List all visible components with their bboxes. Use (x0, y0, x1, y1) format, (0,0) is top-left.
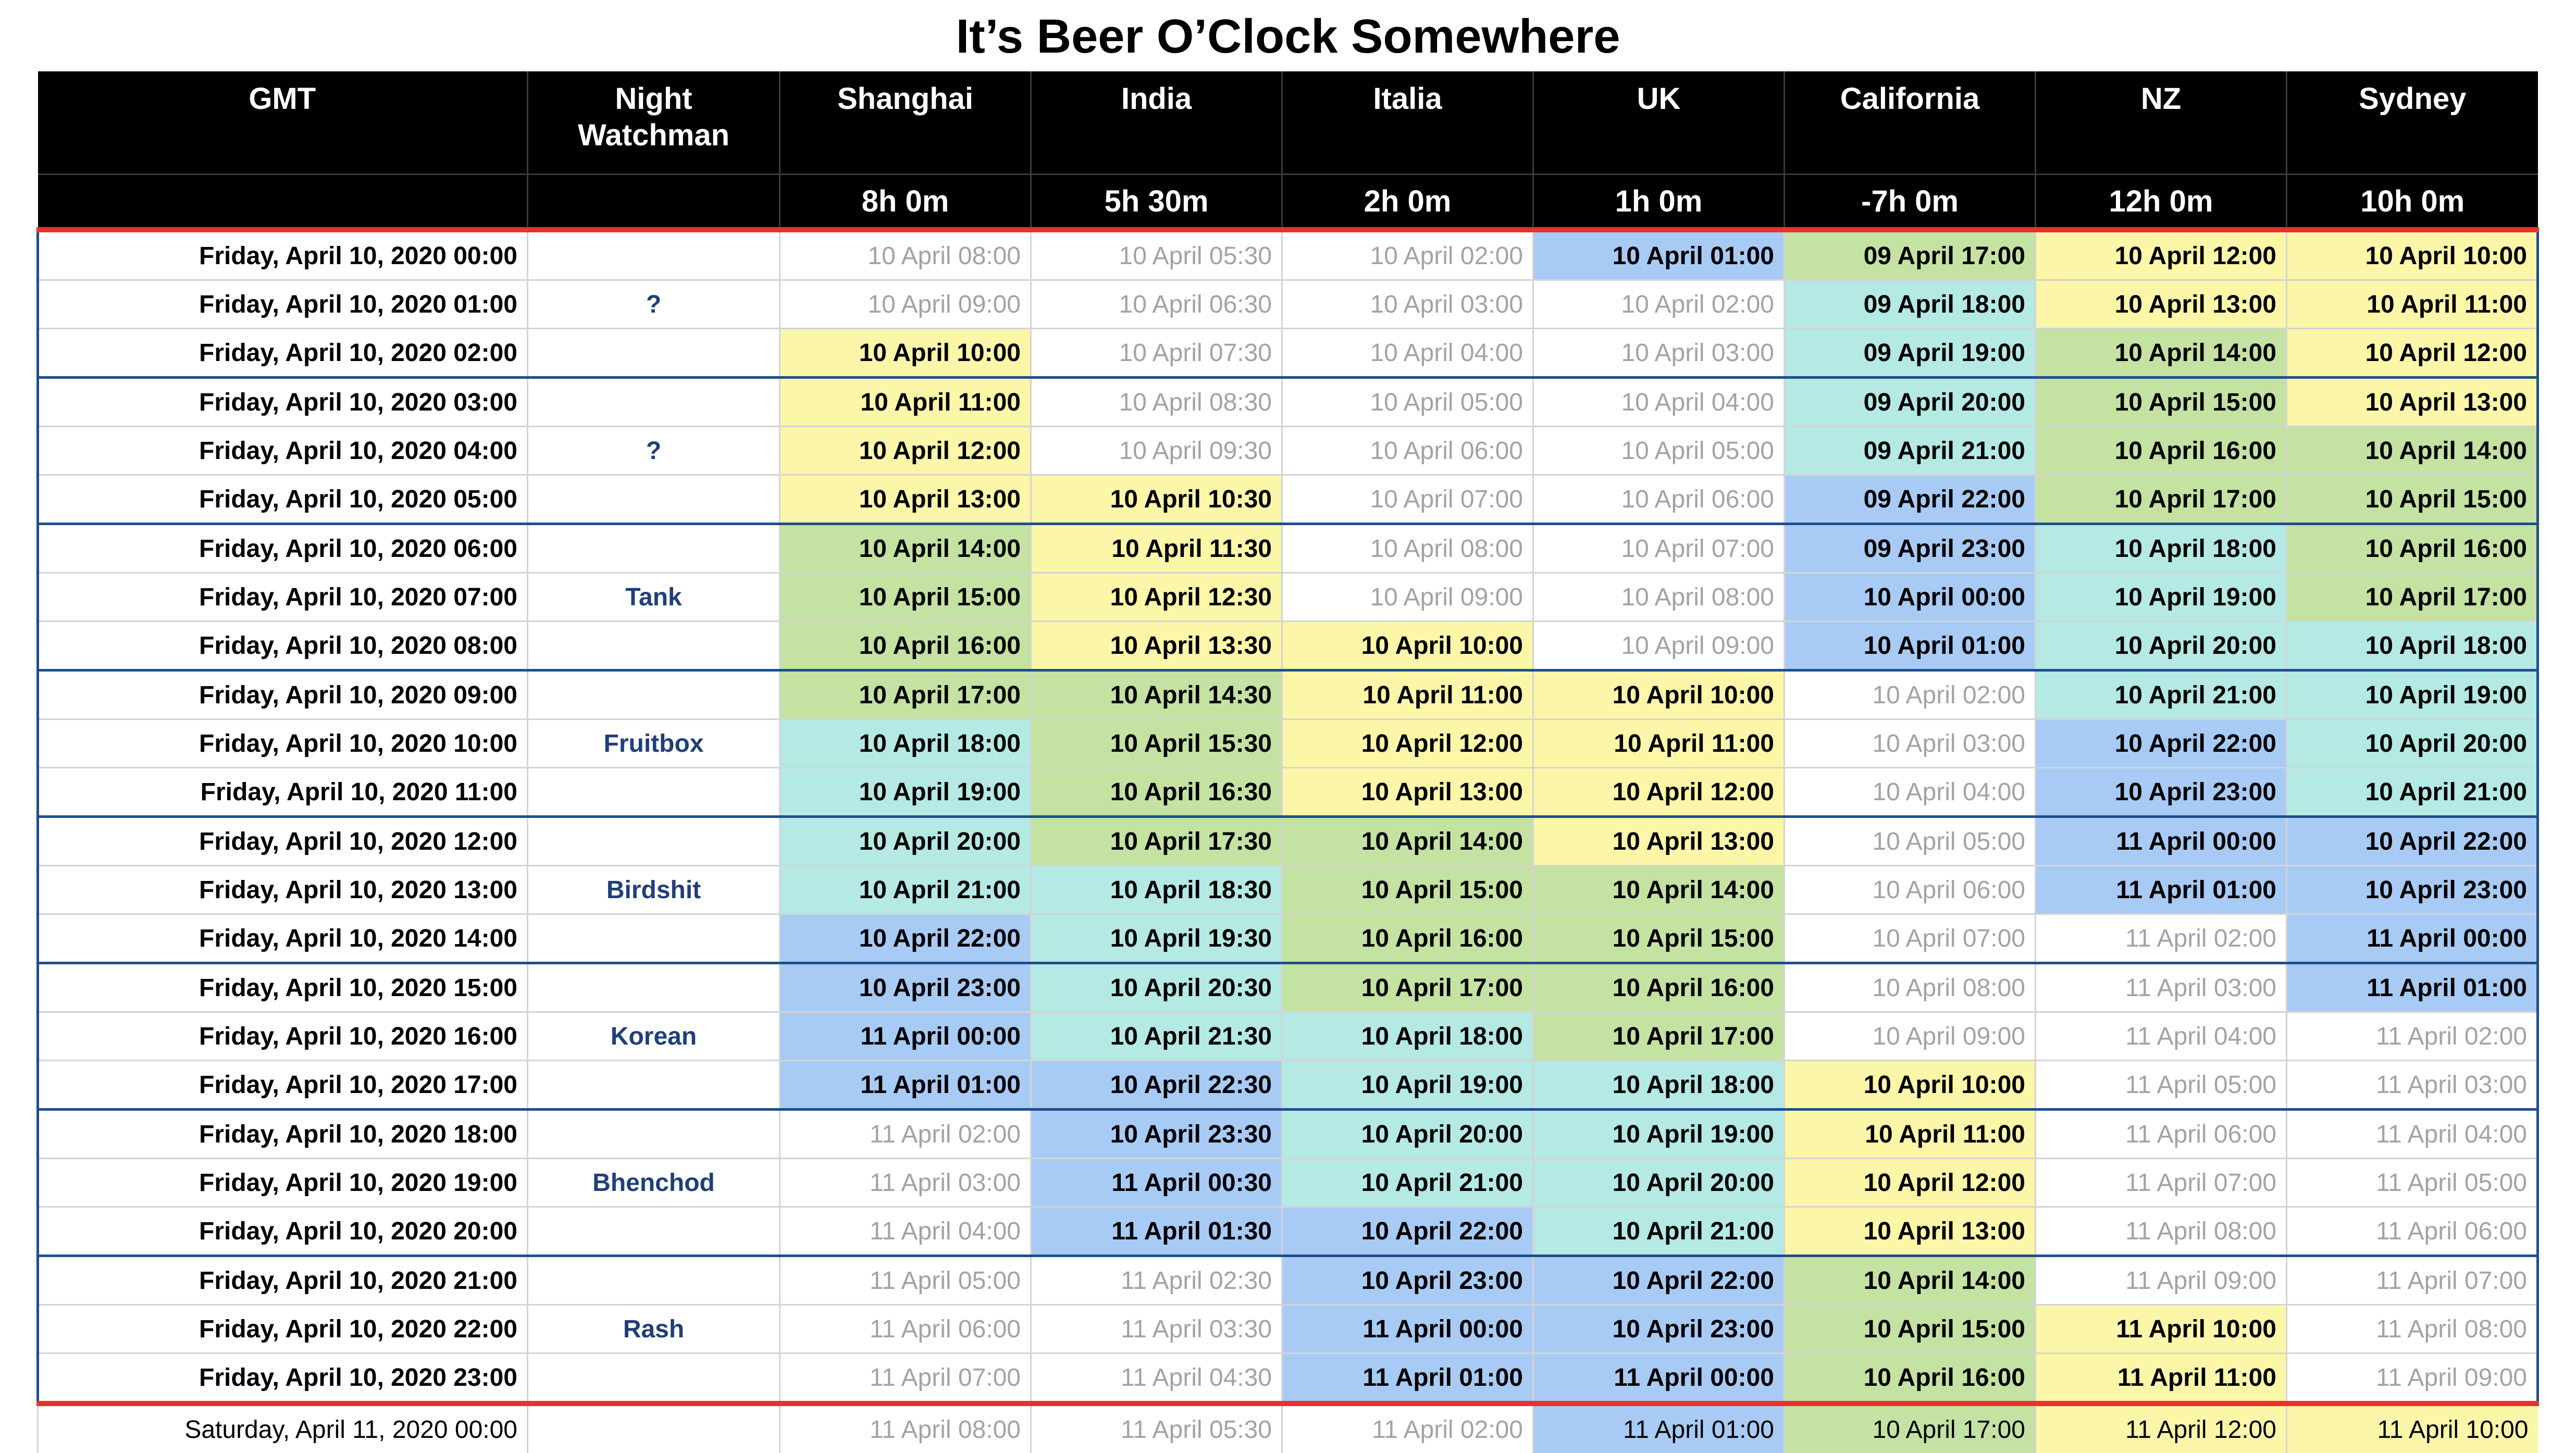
header-night-watchman (528, 71, 780, 175)
time-cell[interactable]: 10 April 21:30 (1031, 1012, 1282, 1061)
time-cell[interactable]: 10 April 04:00 (1785, 768, 2036, 817)
time-cell[interactable]: 10 April 14:00 (2287, 427, 2538, 475)
footer-row (38, 1404, 2538, 1453)
time-cell[interactable]: 10 April 13:00 (780, 475, 1031, 524)
time-cell[interactable]: 10 April 11:00 (780, 378, 1031, 427)
time-cell[interactable]: 10 April 16:30 (1031, 768, 1282, 817)
time-cell[interactable]: 11 April 00:00 (1533, 1353, 1785, 1404)
watchman-cell[interactable] (528, 1061, 780, 1110)
header-city: NZ (2036, 71, 2287, 175)
time-cell[interactable]: 11 April 09:00 (2287, 1353, 2538, 1404)
time-cell[interactable]: 11 April 02:00 (2287, 1012, 2538, 1061)
watchman-cell[interactable] (528, 1353, 780, 1404)
time-cell[interactable]: 11 April 02:00 (2036, 914, 2287, 963)
time-cell[interactable]: 10 April 09:00 (1785, 1012, 2036, 1061)
watchman-cell[interactable] (528, 1207, 780, 1256)
gmt-cell[interactable]: Saturday, April 11, 2020 00:00 (38, 1404, 528, 1453)
time-cell[interactable]: 10 April 21:00 (780, 866, 1031, 914)
time-cell[interactable]: 10 April 14:00 (2036, 329, 2287, 378)
header-city: Sydney (2287, 71, 2538, 175)
time-cell[interactable]: 10 April 12:00 (2287, 329, 2538, 378)
gmt-cell[interactable]: Friday, April 10, 2020 17:00 (38, 1061, 528, 1110)
table-row (38, 1207, 2538, 1256)
watchman-cell[interactable] (528, 230, 780, 280)
table-row (38, 378, 2538, 427)
time-cell[interactable]: 10 April 09:00 (1282, 573, 1533, 622)
time-cell[interactable]: 10 April 18:00 (780, 719, 1031, 768)
time-cell[interactable]: 10 April 07:30 (1031, 329, 1282, 378)
time-cell[interactable]: 10 April 13:00 (2036, 280, 2287, 329)
gmt-cell[interactable]: Friday, April 10, 2020 19:00 (38, 1159, 528, 1207)
time-cell[interactable]: 11 April 06:00 (2036, 1110, 2287, 1159)
time-cell[interactable]: 09 April 17:00 (1785, 230, 2036, 280)
table-row (38, 329, 2538, 378)
header-offset-empty (38, 175, 528, 230)
time-cell[interactable]: 10 April 13:00 (1282, 768, 1533, 817)
time-cell[interactable]: 10 April 19:00 (2036, 573, 2287, 622)
time-cell[interactable]: 10 April 11:00 (1785, 1110, 2036, 1159)
time-cell[interactable]: 11 April 08:00 (2287, 1305, 2538, 1353)
time-cell[interactable]: 10 April 03:00 (1533, 329, 1785, 378)
time-cell[interactable]: 11 April 05:00 (2287, 1159, 2538, 1207)
table-row (38, 768, 2538, 817)
watchman-cell[interactable] (528, 963, 780, 1012)
table-row (38, 963, 2538, 1012)
gmt-cell[interactable]: Friday, April 10, 2020 13:00 (38, 866, 528, 914)
time-cell[interactable]: 09 April 19:00 (1785, 329, 2036, 378)
gmt-cell[interactable]: Friday, April 10, 2020 05:00 (38, 475, 528, 524)
gmt-cell[interactable]: Friday, April 10, 2020 11:00 (38, 768, 528, 817)
time-cell[interactable]: 11 April 01:00 (780, 1061, 1031, 1110)
time-cell[interactable]: 10 April 14:00 (1785, 1256, 2036, 1305)
time-cell[interactable]: 10 April 20:00 (1282, 1110, 1533, 1159)
watchman-cell[interactable] (528, 670, 780, 719)
time-cell[interactable]: 10 April 12:00 (1785, 1159, 2036, 1207)
gmt-cell[interactable]: Friday, April 10, 2020 23:00 (38, 1353, 528, 1404)
time-cell[interactable]: 10 April 10:00 (1282, 622, 1533, 670)
time-cell[interactable]: 10 April 05:00 (1785, 817, 2036, 866)
time-cell[interactable]: 11 April 01:00 (2036, 866, 2287, 914)
time-cell[interactable]: 10 April 21:00 (1282, 1159, 1533, 1207)
time-cell[interactable]: 10 April 15:00 (1785, 1305, 2036, 1353)
time-cell[interactable]: 10 April 02:00 (1785, 670, 2036, 719)
time-cell[interactable]: 10 April 15:00 (780, 573, 1031, 622)
time-cell[interactable]: 10 April 08:00 (1785, 963, 2036, 1012)
time-cell[interactable]: 10 April 13:00 (1533, 817, 1785, 866)
time-cell[interactable]: 11 April 03:00 (2036, 963, 2287, 1012)
table-row (38, 427, 2538, 475)
gmt-cell[interactable]: Friday, April 10, 2020 21:00 (38, 1256, 528, 1305)
time-cell[interactable]: 10 April 14:00 (1533, 866, 1785, 914)
time-cell[interactable]: 09 April 21:00 (1785, 427, 2036, 475)
time-cell[interactable]: 10 April 12:00 (1282, 719, 1533, 768)
time-cell[interactable]: 11 April 10:00 (2036, 1305, 2287, 1353)
time-cell[interactable]: 10 April 13:30 (1031, 622, 1282, 670)
time-cell[interactable]: 11 April 01:00 (2287, 963, 2538, 1012)
time-cell[interactable]: 10 April 10:00 (2287, 230, 2538, 280)
watchman-cell[interactable]: Birdshit (528, 866, 780, 914)
time-cell[interactable]: 10 April 10:00 (1785, 1061, 2036, 1110)
header-offset: -7h 0m (1785, 175, 2036, 230)
time-cell[interactable]: 10 April 06:00 (1785, 866, 2036, 914)
header-night-watchman-line: Night (615, 82, 692, 116)
time-cell[interactable]: 11 April 12:00 (2036, 1404, 2287, 1453)
time-cell[interactable]: 11 April 08:00 (780, 1404, 1031, 1453)
time-cell[interactable]: 11 April 03:00 (780, 1159, 1031, 1207)
time-cell[interactable]: 10 April 13:00 (1785, 1207, 2036, 1256)
time-cell[interactable]: 11 April 02:00 (780, 1110, 1031, 1159)
time-cell[interactable]: 10 April 23:00 (2287, 866, 2538, 914)
time-cell[interactable]: 11 April 00:00 (780, 1012, 1031, 1061)
time-cell[interactable]: 10 April 21:00 (2287, 768, 2538, 817)
header-city: Shanghai (780, 71, 1031, 175)
time-cell[interactable]: 11 April 04:00 (780, 1207, 1031, 1256)
time-cell[interactable]: 10 April 18:00 (2287, 622, 2538, 670)
time-cell[interactable]: 10 April 01:00 (1785, 622, 2036, 670)
watchman-cell[interactable] (528, 524, 780, 573)
time-cell[interactable]: 10 April 16:00 (2036, 427, 2287, 475)
time-cell[interactable]: 11 April 02:30 (1031, 1256, 1282, 1305)
time-cell[interactable]: 10 April 11:30 (1031, 524, 1282, 573)
time-cell[interactable]: 10 April 16:00 (1785, 1353, 2036, 1404)
time-cell[interactable]: 10 April 17:00 (1533, 1012, 1785, 1061)
gmt-cell[interactable]: Friday, April 10, 2020 02:00 (38, 329, 528, 378)
gmt-cell[interactable]: Friday, April 10, 2020 14:00 (38, 914, 528, 963)
time-cell[interactable]: 10 April 03:00 (1282, 280, 1533, 329)
time-cell[interactable]: 10 April 18:00 (1282, 1012, 1533, 1061)
time-cell[interactable]: 11 April 05:00 (2036, 1061, 2287, 1110)
watchman-cell[interactable]: Fruitbox (528, 719, 780, 768)
watchman-cell[interactable]: Korean (528, 1012, 780, 1061)
time-cell[interactable]: 11 April 00:00 (2287, 914, 2538, 963)
header-offset: 8h 0m (780, 175, 1031, 230)
time-cell[interactable]: 10 April 13:00 (2287, 378, 2538, 427)
header-night-watchman-line: Watchman (577, 118, 730, 152)
time-cell[interactable]: 10 April 22:00 (1533, 1256, 1785, 1305)
time-cell[interactable]: 10 April 12:00 (2036, 230, 2287, 280)
table-row (38, 475, 2538, 524)
header-offset: 10h 0m (2287, 175, 2538, 230)
time-cell[interactable]: 10 April 19:00 (1282, 1061, 1533, 1110)
time-cell[interactable]: 10 April 22:00 (2287, 817, 2538, 866)
table-row (38, 719, 2538, 768)
header-city: UK (1533, 71, 1785, 175)
time-cell[interactable]: 11 April 07:00 (2036, 1159, 2287, 1207)
gmt-cell[interactable]: Friday, April 10, 2020 01:00 (38, 280, 528, 329)
time-cell[interactable]: 10 April 20:00 (2036, 622, 2287, 670)
time-cell[interactable]: 10 April 19:30 (1031, 914, 1282, 963)
time-cell[interactable]: 11 April 06:00 (2287, 1207, 2538, 1256)
header-offset: 5h 30m (1031, 175, 1282, 230)
header-offset: 12h 0m (2036, 175, 2287, 230)
table-row (38, 1256, 2538, 1305)
time-cell[interactable]: 11 April 00:00 (2036, 817, 2287, 866)
time-cell[interactable]: 11 April 00:00 (1282, 1305, 1533, 1353)
time-cell[interactable]: 10 April 20:00 (780, 817, 1031, 866)
time-cell[interactable]: 10 April 16:00 (1282, 914, 1533, 963)
time-cell[interactable]: 10 April 05:00 (1533, 427, 1785, 475)
time-cell[interactable]: 11 April 04:30 (1031, 1353, 1282, 1404)
time-cell[interactable]: 10 April 20:30 (1031, 963, 1282, 1012)
time-cell[interactable]: 11 April 07:00 (2287, 1256, 2538, 1305)
time-cell[interactable]: 10 April 18:00 (2036, 524, 2287, 573)
time-cell[interactable]: 10 April 18:00 (1533, 1061, 1785, 1110)
time-cell[interactable]: 10 April 08:00 (1282, 524, 1533, 573)
time-cell[interactable]: 11 April 04:00 (2287, 1110, 2538, 1159)
time-cell[interactable]: 10 April 12:30 (1031, 573, 1282, 622)
time-cell[interactable]: 11 April 01:00 (1533, 1404, 1785, 1453)
gmt-cell[interactable]: Friday, April 10, 2020 00:00 (38, 230, 528, 280)
table-row (38, 573, 2538, 622)
time-cell[interactable]: 10 April 22:30 (1031, 1061, 1282, 1110)
time-cell[interactable]: 10 April 07:00 (1282, 475, 1533, 524)
table-body (38, 230, 2538, 1404)
time-cell[interactable]: 10 April 10:00 (1533, 670, 1785, 719)
gmt-cell[interactable]: Friday, April 10, 2020 15:00 (38, 963, 528, 1012)
time-cell[interactable]: 10 April 14:00 (780, 524, 1031, 573)
gmt-cell[interactable]: Friday, April 10, 2020 07:00 (38, 573, 528, 622)
time-cell[interactable]: 11 April 06:00 (780, 1305, 1031, 1353)
header-city: India (1031, 71, 1282, 175)
time-cell[interactable]: 10 April 17:30 (1031, 817, 1282, 866)
time-cell[interactable]: 10 April 22:00 (780, 914, 1031, 963)
table-row (38, 524, 2538, 573)
time-cell[interactable]: 10 April 16:00 (780, 622, 1031, 670)
time-cell[interactable]: 10 April 20:00 (1533, 1159, 1785, 1207)
time-cell[interactable]: 10 April 15:00 (2287, 475, 2538, 524)
header-offset: 1h 0m (1533, 175, 1785, 230)
time-cell[interactable]: 10 April 11:00 (2287, 280, 2538, 329)
time-cell[interactable]: 10 April 00:00 (1785, 573, 2036, 622)
gmt-cell[interactable]: Friday, April 10, 2020 16:00 (38, 1012, 528, 1061)
time-cell[interactable]: 10 April 23:30 (1031, 1110, 1282, 1159)
table-row (38, 914, 2538, 963)
time-cell[interactable]: 10 April 04:00 (1282, 329, 1533, 378)
gmt-cell[interactable]: Friday, April 10, 2020 12:00 (38, 817, 528, 866)
header-city: Italia (1282, 71, 1533, 175)
table-row (38, 622, 2538, 670)
time-cell[interactable]: 10 April 15:30 (1031, 719, 1282, 768)
time-cell[interactable]: 09 April 23:00 (1785, 524, 2036, 573)
time-cell[interactable]: 10 April 07:00 (1785, 914, 2036, 963)
time-cell[interactable]: 10 April 19:00 (2287, 670, 2538, 719)
watchman-cell[interactable]: Rash (528, 1305, 780, 1353)
table-row (38, 1012, 2538, 1061)
header-row-offsets (38, 175, 2538, 230)
time-cell[interactable]: 10 April 18:30 (1031, 866, 1282, 914)
watchman-cell[interactable] (528, 1404, 780, 1453)
time-cell[interactable]: 10 April 20:00 (2287, 719, 2538, 768)
header-city: California (1785, 71, 2036, 175)
time-cell[interactable]: 10 April 17:00 (1785, 1404, 2036, 1453)
watchman-cell[interactable] (528, 914, 780, 963)
time-cell[interactable]: 10 April 09:30 (1031, 427, 1282, 475)
time-cell[interactable]: 11 April 04:00 (2036, 1012, 2287, 1061)
time-cell[interactable]: 10 April 14:30 (1031, 670, 1282, 719)
table-row (38, 670, 2538, 719)
table-row (38, 866, 2538, 914)
time-cell[interactable]: 10 April 23:00 (1533, 1305, 1785, 1353)
watchman-cell[interactable] (528, 1110, 780, 1159)
watchman-cell[interactable]: ? (528, 280, 780, 329)
table-row (38, 1305, 2538, 1353)
header-offset: 2h 0m (1282, 175, 1533, 230)
gmt-cell[interactable]: Friday, April 10, 2020 08:00 (38, 622, 528, 670)
watchman-cell[interactable] (528, 768, 780, 817)
header-offset-empty (528, 175, 780, 230)
watchman-cell[interactable] (528, 817, 780, 866)
time-cell[interactable]: 10 April 06:00 (1282, 427, 1533, 475)
time-cell[interactable]: 11 April 08:00 (2036, 1207, 2287, 1256)
time-cell[interactable]: 10 April 06:00 (1533, 475, 1785, 524)
time-cell[interactable]: 10 April 22:00 (1282, 1207, 1533, 1256)
time-cell[interactable]: 11 April 05:00 (780, 1256, 1031, 1305)
timezone-table (36, 71, 2539, 1453)
gmt-cell[interactable]: Friday, April 10, 2020 03:00 (38, 378, 528, 427)
time-cell[interactable]: 11 April 01:00 (1282, 1353, 1533, 1404)
time-cell[interactable]: 10 April 19:00 (1533, 1110, 1785, 1159)
gmt-cell[interactable]: Friday, April 10, 2020 10:00 (38, 719, 528, 768)
time-cell[interactable]: 10 April 21:00 (1533, 1207, 1785, 1256)
timezone-sheet (36, 71, 2537, 1453)
gmt-cell[interactable]: Friday, April 10, 2020 20:00 (38, 1207, 528, 1256)
time-cell[interactable]: 10 April 11:00 (1533, 719, 1785, 768)
time-cell[interactable]: 10 April 17:00 (2036, 475, 2287, 524)
time-cell[interactable]: 10 April 09:00 (1533, 622, 1785, 670)
time-cell[interactable]: 11 April 03:00 (2287, 1061, 2538, 1110)
watchman-cell[interactable] (528, 378, 780, 427)
watchman-cell[interactable] (528, 329, 780, 378)
gmt-cell[interactable]: Friday, April 10, 2020 04:00 (38, 427, 528, 475)
time-cell[interactable]: 10 April 12:00 (780, 427, 1031, 475)
time-cell[interactable]: 10 April 23:00 (780, 963, 1031, 1012)
time-cell[interactable]: 11 April 01:30 (1031, 1207, 1282, 1256)
table-row (38, 1061, 2538, 1110)
time-cell[interactable]: 10 April 05:30 (1031, 230, 1282, 280)
header-row-names (38, 71, 2538, 175)
time-cell[interactable]: 10 April 07:00 (1533, 524, 1785, 573)
table-row (38, 280, 2538, 329)
time-cell[interactable]: 10 April 10:00 (780, 329, 1031, 378)
watchman-cell[interactable]: Bhenchod (528, 1159, 780, 1207)
time-cell[interactable]: 11 April 05:30 (1031, 1404, 1282, 1453)
time-cell[interactable]: 10 April 15:00 (1282, 866, 1533, 914)
time-cell[interactable]: 10 April 21:00 (2036, 670, 2287, 719)
time-cell[interactable]: 10 April 17:00 (780, 670, 1031, 719)
watchman-cell[interactable] (528, 475, 780, 524)
header-gmt: GMT (38, 71, 528, 175)
gmt-cell[interactable]: Friday, April 10, 2020 18:00 (38, 1110, 528, 1159)
time-cell[interactable]: 11 April 02:00 (1282, 1404, 1533, 1453)
time-cell[interactable]: 10 April 09:00 (780, 280, 1031, 329)
time-cell[interactable]: 11 April 07:00 (780, 1353, 1031, 1404)
time-cell[interactable]: 10 April 14:00 (1282, 817, 1533, 866)
time-cell[interactable]: 10 April 17:00 (1282, 963, 1533, 1012)
time-cell[interactable]: 10 April 08:30 (1031, 378, 1282, 427)
time-cell[interactable]: 11 April 10:00 (2287, 1404, 2538, 1453)
time-cell[interactable]: 09 April 20:00 (1785, 378, 2036, 427)
gmt-cell[interactable]: Friday, April 10, 2020 22:00 (38, 1305, 528, 1353)
time-cell[interactable]: 10 April 22:00 (2036, 719, 2287, 768)
time-cell[interactable]: 10 April 05:00 (1282, 378, 1533, 427)
time-cell[interactable]: 10 April 15:00 (1533, 914, 1785, 963)
table-row (38, 817, 2538, 866)
time-cell[interactable]: 10 April 16:00 (2287, 524, 2538, 573)
table-row (38, 1110, 2538, 1159)
time-cell[interactable]: 10 April 06:30 (1031, 280, 1282, 329)
table-row (38, 1353, 2538, 1404)
time-cell[interactable]: 10 April 10:30 (1031, 475, 1282, 524)
time-cell[interactable]: 10 April 23:00 (1282, 1256, 1533, 1305)
time-cell[interactable]: 11 April 00:30 (1031, 1159, 1282, 1207)
watchman-cell[interactable] (528, 1256, 780, 1305)
time-cell[interactable]: 11 April 03:30 (1031, 1305, 1282, 1353)
time-cell[interactable]: 10 April 08:00 (1533, 573, 1785, 622)
time-cell[interactable]: 10 April 15:00 (2036, 378, 2287, 427)
watchman-cell[interactable]: ? (528, 427, 780, 475)
gmt-cell[interactable]: Friday, April 10, 2020 09:00 (38, 670, 528, 719)
table-row (38, 1159, 2538, 1207)
time-cell[interactable]: 10 April 08:00 (780, 230, 1031, 280)
time-cell[interactable]: 10 April 01:00 (1533, 230, 1785, 280)
time-cell[interactable]: 10 April 03:00 (1785, 719, 2036, 768)
time-cell[interactable]: 10 April 02:00 (1282, 230, 1533, 280)
time-cell[interactable]: 09 April 22:00 (1785, 475, 2036, 524)
time-cell[interactable]: 10 April 04:00 (1533, 378, 1785, 427)
time-cell[interactable]: 10 April 12:00 (1533, 768, 1785, 817)
time-cell[interactable]: 10 April 16:00 (1533, 963, 1785, 1012)
time-cell[interactable]: 09 April 18:00 (1785, 280, 2036, 329)
gmt-cell[interactable]: Friday, April 10, 2020 06:00 (38, 524, 528, 573)
time-cell[interactable]: 11 April 11:00 (2036, 1353, 2287, 1404)
time-cell[interactable]: 10 April 17:00 (2287, 573, 2538, 622)
sheet-title: It’s Beer O’Clock Somewhere (956, 10, 1620, 63)
time-cell[interactable]: 10 April 19:00 (780, 768, 1031, 817)
watchman-cell[interactable] (528, 622, 780, 670)
time-cell[interactable]: 10 April 11:00 (1282, 670, 1533, 719)
time-cell[interactable]: 10 April 23:00 (2036, 768, 2287, 817)
watchman-cell[interactable]: Tank (528, 573, 780, 622)
table-row (38, 230, 2538, 280)
time-cell[interactable]: 11 April 09:00 (2036, 1256, 2287, 1305)
time-cell[interactable]: 10 April 02:00 (1533, 280, 1785, 329)
